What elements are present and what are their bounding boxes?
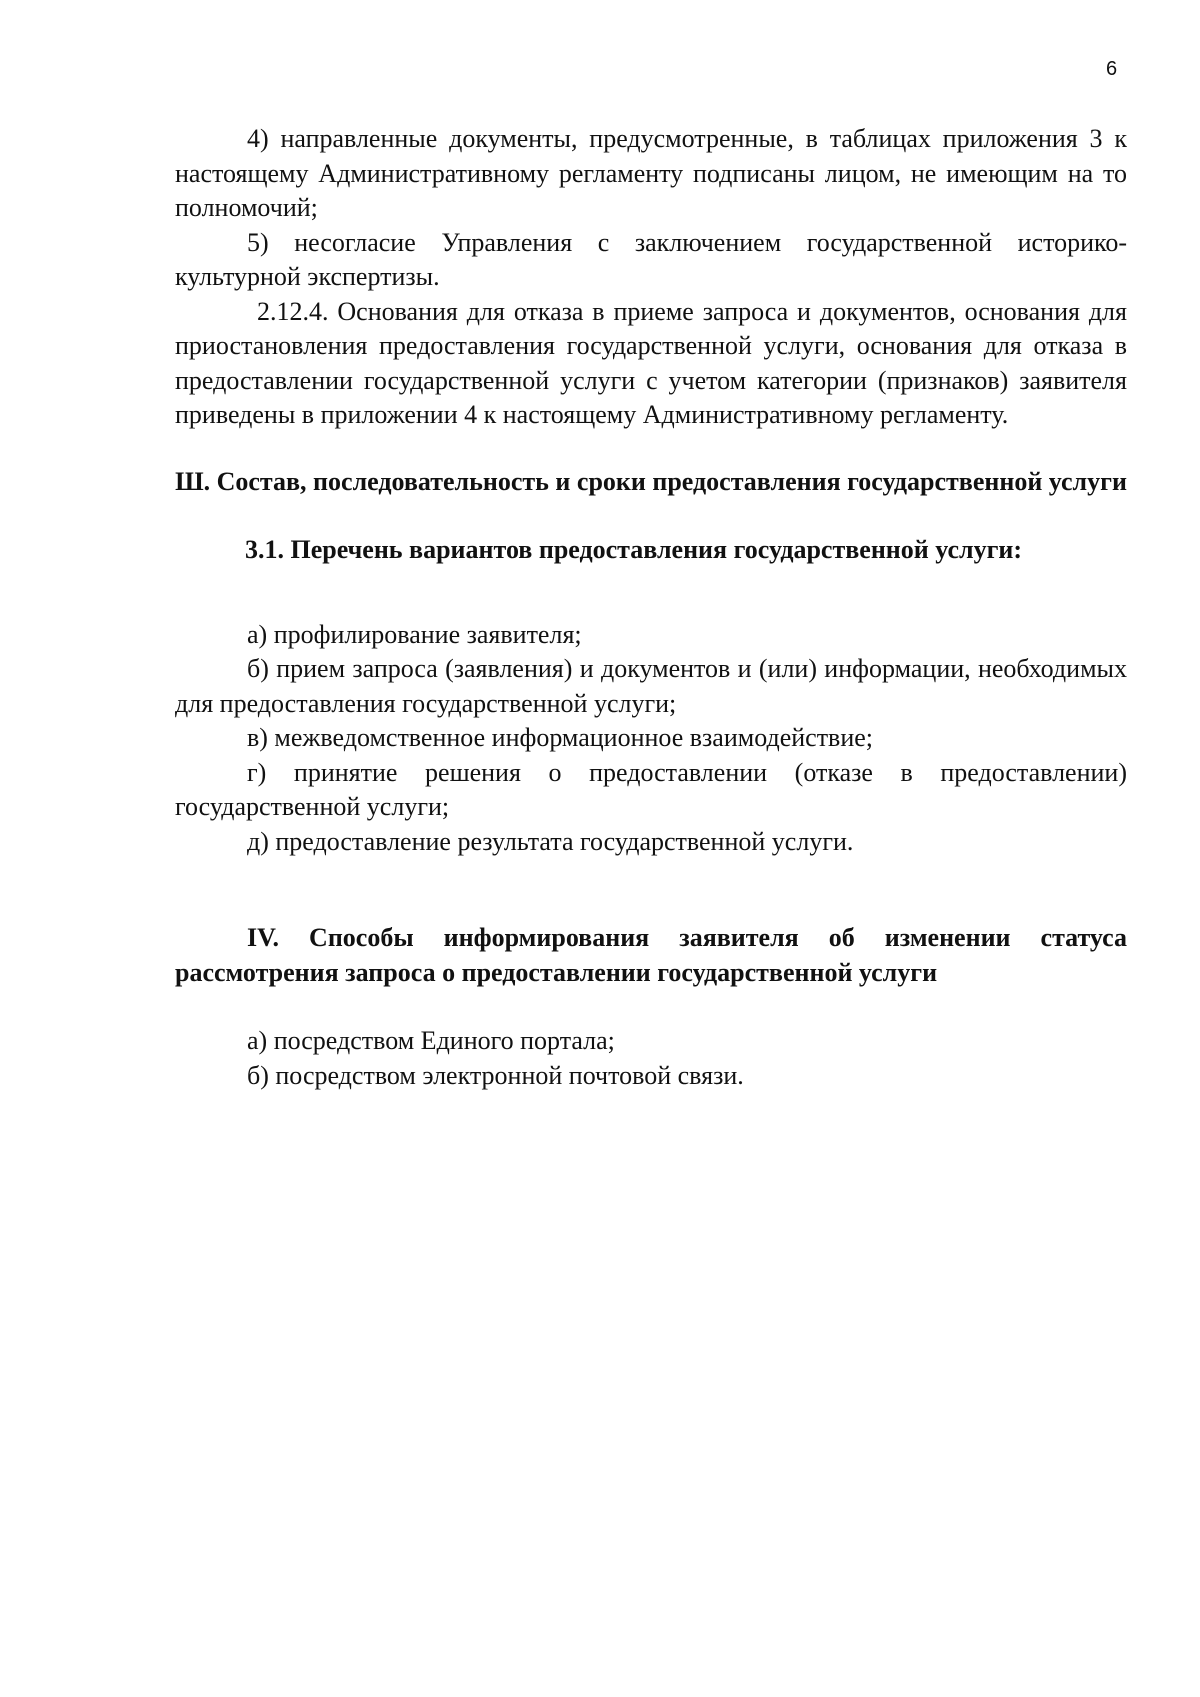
section-3-list [175, 618, 1127, 860]
list-item: г) принятие решения о предоставлении (отказе в предоставлении) государственной услуги; [175, 757, 1127, 821]
list-item: в) межведомственное информационное взаимодействие; [247, 723, 874, 752]
document-body [175, 122, 1127, 1093]
list-item: б) прием запроса (заявления) и документов и (или) информации, необходимых для предоставления государственной услуги; [175, 654, 1127, 718]
page-number: 6 [1106, 58, 1118, 80]
paragraph-item-4: 4) направленные документы, предусмотренные, в таблицах приложения 3 к настоящему Административному регламенту подписаны лицом, не имеющим на то полномочий; [175, 124, 1127, 222]
section-3-1-title: 3.1. Перечень вариантов предоставления государственной услуги: [245, 535, 1023, 564]
paragraph-2-12-4: 2.12.4. Основания для отказа в приеме запроса и документов, основания для приостановления предоставления государственной услуги, основания для отказа в предоставлении государственной услуги с учетом категории (признаков) заявителя приведены в приложении 4 к настоящему Административному регламенту. [175, 296, 1127, 429]
section-4-title: IV. Способы информирования заявителя об изменении статуса рассмотрения запроса о предоставлении государственной услуги [175, 923, 1127, 987]
section-4-list [175, 1024, 1127, 1093]
list-item: а) профилирование заявителя; [247, 619, 582, 649]
list-item: д) предоставление результата государственной услуги. [247, 826, 854, 856]
paragraph-item-5: 5) несогласие Управления с заключением государственной историко-культурной экспертизы. [175, 227, 1127, 291]
list-item: б) посредством электронной почтовой связи. [247, 1060, 744, 1090]
list-item: а) посредством Единого портала; [247, 1026, 615, 1055]
section-3-title: Ш. Состав, последовательность и сроки предоставления государственной услуги [175, 466, 1127, 496]
